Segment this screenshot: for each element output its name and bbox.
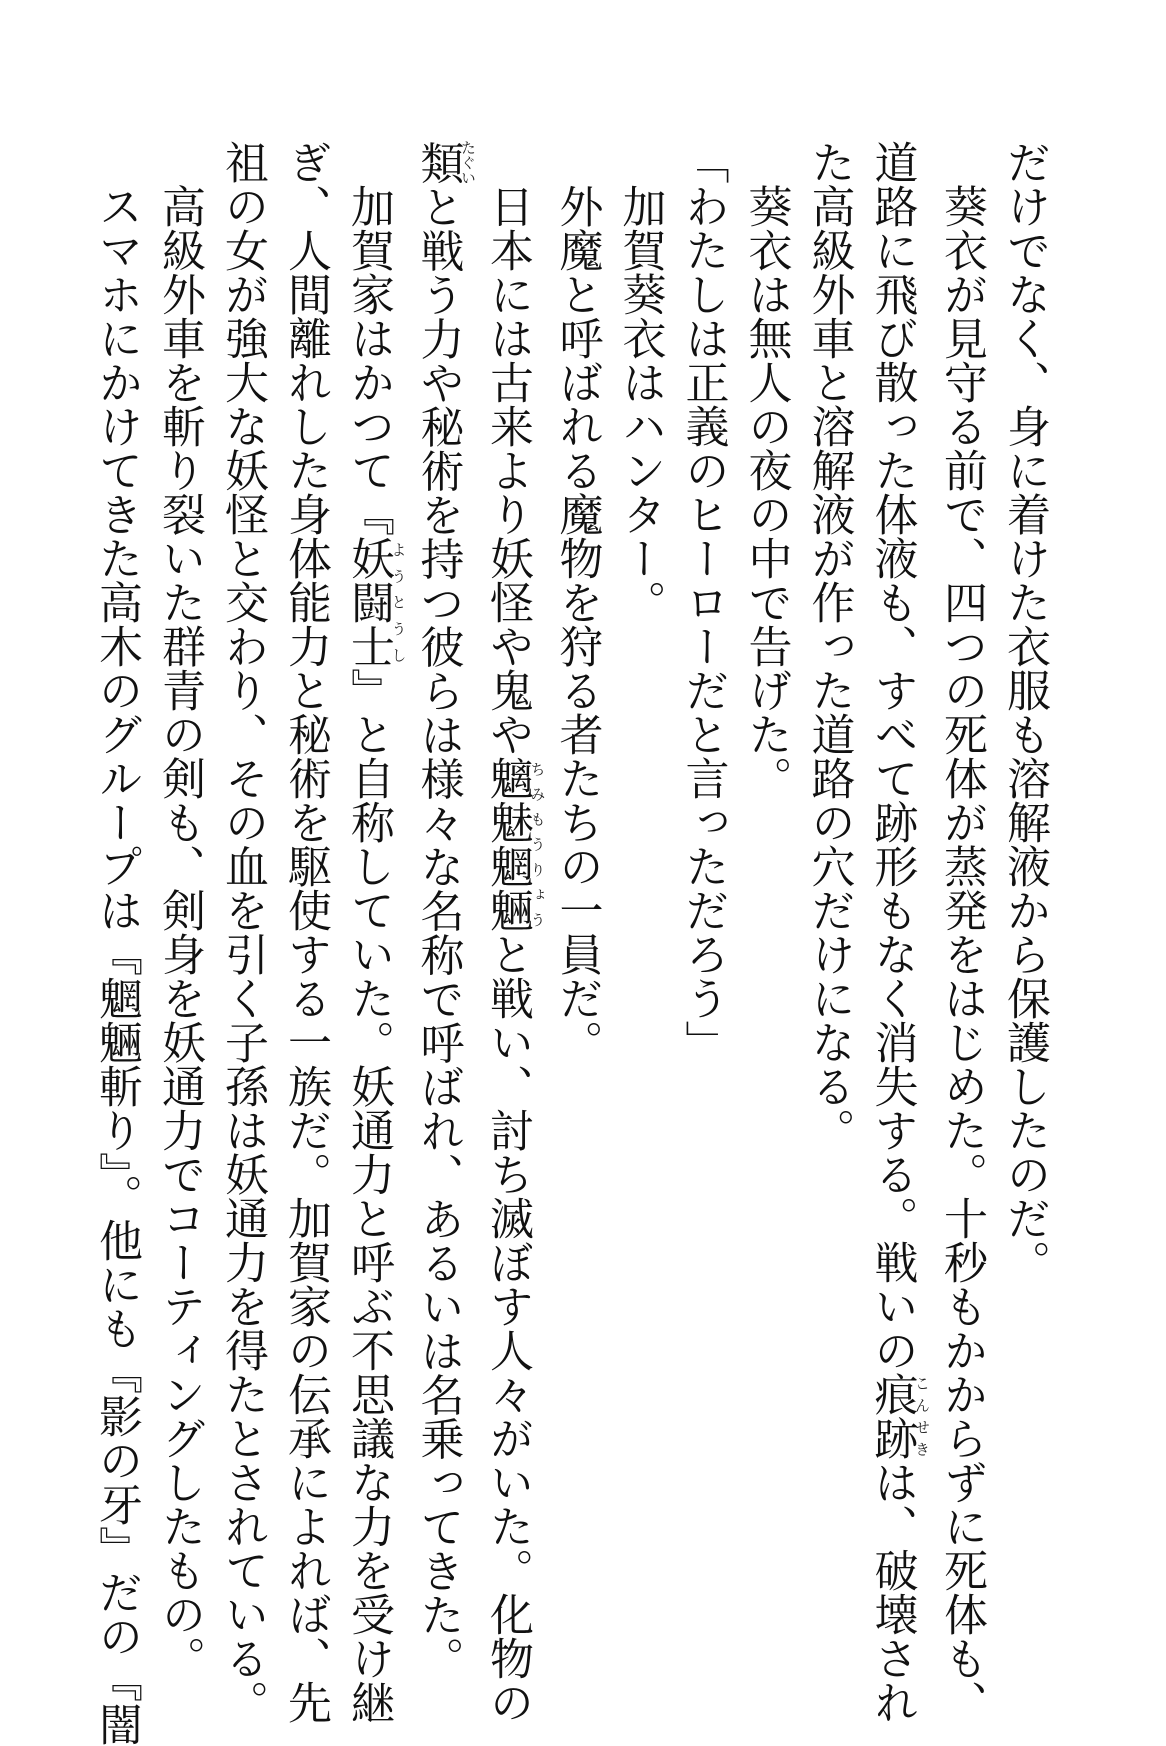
ruby-base: 痕跡 bbox=[866, 1372, 918, 1460]
text-line bbox=[211, 140, 274, 1724]
text-segment: スマホにかけてきた高木のグループは『魍魎斬り』。他にも『影の牙』だの『闇 bbox=[91, 184, 142, 1746]
text-line bbox=[798, 140, 861, 1560]
text-segment: ぎ、人間離れした身体能力と秘術を駆使する一族だ。加賀家の伝承によれば、先 bbox=[280, 140, 331, 1724]
text-line bbox=[148, 140, 211, 1680]
ruby-reading: たぐい bbox=[459, 140, 477, 185]
text-segment: 葵衣は無人の夜の中で告げた。 bbox=[740, 184, 792, 800]
ruby-reading: こんせき bbox=[913, 1372, 931, 1460]
text-line bbox=[85, 140, 148, 1746]
text-segment: 葵衣が見守る前で、四つの死体が蒸発をはじめた。十秒もかからずに死体も、 bbox=[936, 184, 987, 1724]
text-segment: た高級外車と溶解液が作った道路の穴だけになる。 bbox=[803, 140, 855, 1152]
text-segment: と戦い、討ち滅ぼす人々がいた。化物の bbox=[482, 932, 533, 1724]
ruby-base: 類 bbox=[412, 140, 464, 185]
text-line bbox=[993, 140, 1056, 1560]
text-line bbox=[546, 140, 609, 1560]
text-segment: 加賀葵衣はハンター。 bbox=[614, 184, 666, 624]
text-segment: 道路に飛び散った体液も、すべて跡形もなく消失する。戦いの bbox=[866, 140, 918, 1372]
text-line bbox=[861, 140, 931, 1724]
text-line bbox=[476, 140, 547, 1724]
vertical-text-body bbox=[85, 140, 1056, 1746]
ruby-annotated-word bbox=[866, 1372, 931, 1460]
text-segment: と戦う力や秘術を持つ彼らは様々な名称で呼ばれ、あるいは名乗ってきた。 bbox=[412, 184, 464, 1681]
text-line bbox=[735, 140, 798, 1560]
text-line bbox=[407, 140, 477, 1681]
text-segment: 外魔と呼ばれる魔物を狩る者たちの一員だ。 bbox=[551, 184, 603, 1064]
text-segment: 祖の女が強大な妖怪と交わり、その血を引く子孫は妖通力を得たとされている。 bbox=[217, 140, 268, 1724]
ruby-annotated-word bbox=[412, 140, 477, 185]
ruby-reading: ちみもうりょう bbox=[528, 756, 547, 932]
text-line bbox=[274, 140, 337, 1724]
text-line bbox=[337, 140, 408, 1724]
ruby-base: 魑魅魍魎 bbox=[482, 756, 533, 932]
text-segment: 高級外車を斬り裂いた群青の剣も、剣身を妖通力でコーティングしたもの。 bbox=[154, 184, 205, 1680]
text-segment: 加賀家はかつて『 bbox=[343, 184, 394, 536]
text-segment: だけでなく、身に着けた衣服も溶解液から保護したのだ。 bbox=[999, 140, 1050, 1284]
text-line bbox=[609, 140, 672, 1560]
text-segment: 日本には古来より妖怪や鬼や bbox=[482, 184, 533, 756]
ruby-annotated-word bbox=[343, 536, 408, 668]
text-line bbox=[672, 140, 735, 1560]
text-segment: 』と自称していた。妖通力と呼ぶ不思議な力を受け継 bbox=[343, 668, 394, 1724]
ruby-reading: ようとうし bbox=[389, 536, 408, 668]
text-segment: は、破壊され bbox=[866, 1460, 918, 1724]
text-line bbox=[930, 140, 993, 1724]
ruby-annotated-word bbox=[482, 756, 547, 932]
ruby-base: 妖闘士 bbox=[343, 536, 394, 668]
text-segment: 「わたしは正義のヒーローだと言っただろう」 bbox=[677, 140, 729, 1064]
